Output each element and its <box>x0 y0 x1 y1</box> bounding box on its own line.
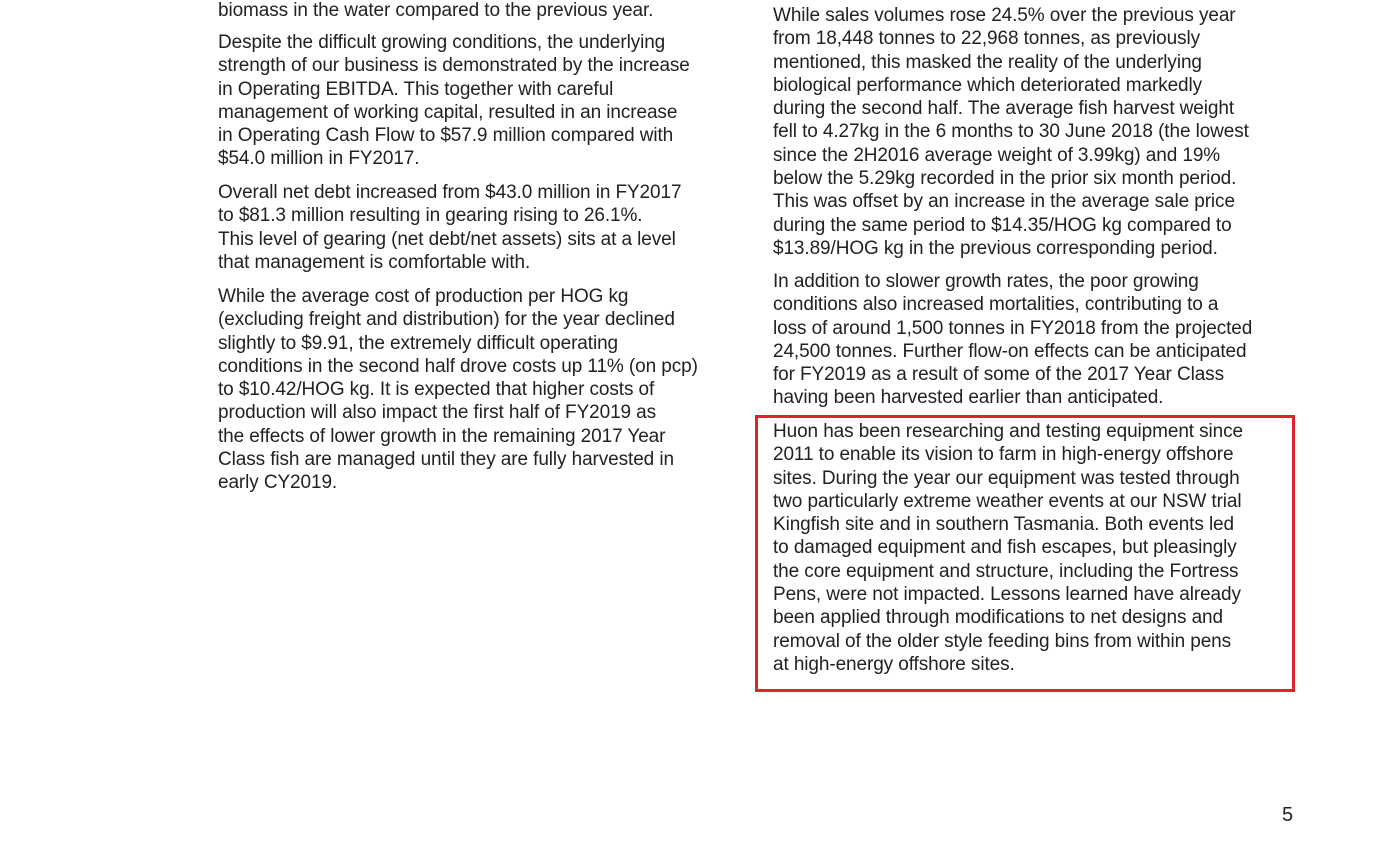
paragraph-net-debt <box>218 181 681 274</box>
text-line: since the 2H2016 average weight of 3.99kg) and 19% <box>773 144 1221 166</box>
text-line: during the second half. The average fish harvest weight <box>773 98 1234 120</box>
text-line: This level of gearing (net debt/net assets) sits at a level <box>218 228 676 250</box>
text-line: having been harvested earlier than anticipated. <box>773 387 1164 409</box>
text-line: biological performance which deteriorated markedly <box>773 74 1203 96</box>
text-line: $54.0 million in FY2017. <box>218 148 420 170</box>
text-line: In addition to slower growth rates, the poor growing <box>773 271 1199 292</box>
text-line: 24,500 tonnes. Further flow-on effects can be anticipated <box>773 340 1247 362</box>
text-line: conditions also increased mortalities, contributing to a <box>773 294 1219 316</box>
text-line: been applied through modifications to net designs and <box>773 607 1223 629</box>
text-line: at high-energy offshore sites. <box>773 653 1015 675</box>
text-line: below the 5.29kg recorded in the prior six month period. <box>773 168 1237 190</box>
text-line: Class fish are managed until they are fully harvested in <box>218 449 674 471</box>
text-line: the effects of lower growth in the remaining 2017 Year <box>218 425 666 447</box>
text-line: sites. During the year our equipment was tested through <box>773 467 1240 489</box>
text-line: Kingfish site and in southern Tasmania. Both events led <box>773 514 1234 536</box>
text-line: loss of around 1,500 tonnes in FY2018 from the projected <box>773 317 1253 339</box>
text-line: fell to 4.27kg in the 6 months to 30 June 2018 (the lowest <box>773 121 1249 143</box>
paragraph-sales-volumes <box>773 4 1249 260</box>
text-line: Despite the difficult growing conditions, the underlying <box>218 32 666 53</box>
text-line: to damaged equipment and fish escapes, but pleasingly <box>773 537 1237 559</box>
text-line: (excluding freight and distribution) for the year declined <box>218 309 675 331</box>
text-line: in Operating Cash Flow to $57.9 million compared with <box>218 125 674 147</box>
text-line: strength of our business is demonstrated by the increase <box>218 55 690 77</box>
text-line: management of working capital, resulted in an increase <box>218 101 678 123</box>
page-number: 5 <box>1282 804 1294 826</box>
text-line: production will also impact the first half of FY2019 as <box>218 402 657 424</box>
text-line: in Operating EBITDA. This together with careful <box>218 78 614 100</box>
text-line: Huon has been researching and testing equipment since <box>773 421 1244 442</box>
paragraph-biomass <box>218 0 653 22</box>
text-line: during the same period to $14.35/HOG kg compared to <box>773 214 1232 236</box>
text-line: early CY2019. <box>218 472 338 494</box>
text-line: from 18,448 tonnes to 22,968 tonnes, as previously <box>773 28 1200 50</box>
highlight-box <box>755 415 1295 692</box>
text-line: two particularly extreme weather events at our NSW trial <box>773 490 1242 512</box>
text-line: removal of the older style feeding bins from within pens <box>773 630 1232 652</box>
text-line: to $81.3 million resulting in gearing rising to 26.1%. <box>218 205 643 227</box>
text-line: mentioned, this masked the reality of the underlying <box>773 51 1202 73</box>
text-line: for FY2019 as a result of some of the 2017 Year Class <box>773 364 1224 386</box>
text-line: This was offset by an increase in the average sale price <box>773 191 1235 213</box>
paragraph-mortalities <box>773 270 1252 410</box>
text-line: Overall net debt increased from $43.0 million in FY2017 <box>218 182 682 203</box>
paragraph-cost-of-production <box>218 285 698 495</box>
text-line: While the average cost of production per HOG kg <box>218 286 629 307</box>
text-line: 2011 to enable its vision to farm in high-energy offshore <box>773 444 1234 466</box>
text-line: Pens, were not impacted. Lessons learned have already <box>773 584 1241 606</box>
text-line: biomass in the water compared to the previous year. <box>218 0 654 21</box>
text-line: the core equipment and structure, including the Fortress <box>773 560 1239 582</box>
text-line: $13.89/HOG kg in the previous corresponding period. <box>773 237 1218 259</box>
text-line: to $10.42/HOG kg. It is expected that higher costs of <box>218 379 655 401</box>
paragraph-operating-cash-flow <box>218 31 690 171</box>
text-line: While sales volumes rose 24.5% over the previous year <box>773 5 1236 26</box>
text-line: that management is comfortable with. <box>218 251 531 273</box>
text-line: slightly to $9.91, the extremely difficult operating <box>218 332 619 354</box>
text-line: conditions in the second half drove costs up 11% (on pcp) <box>218 355 698 377</box>
